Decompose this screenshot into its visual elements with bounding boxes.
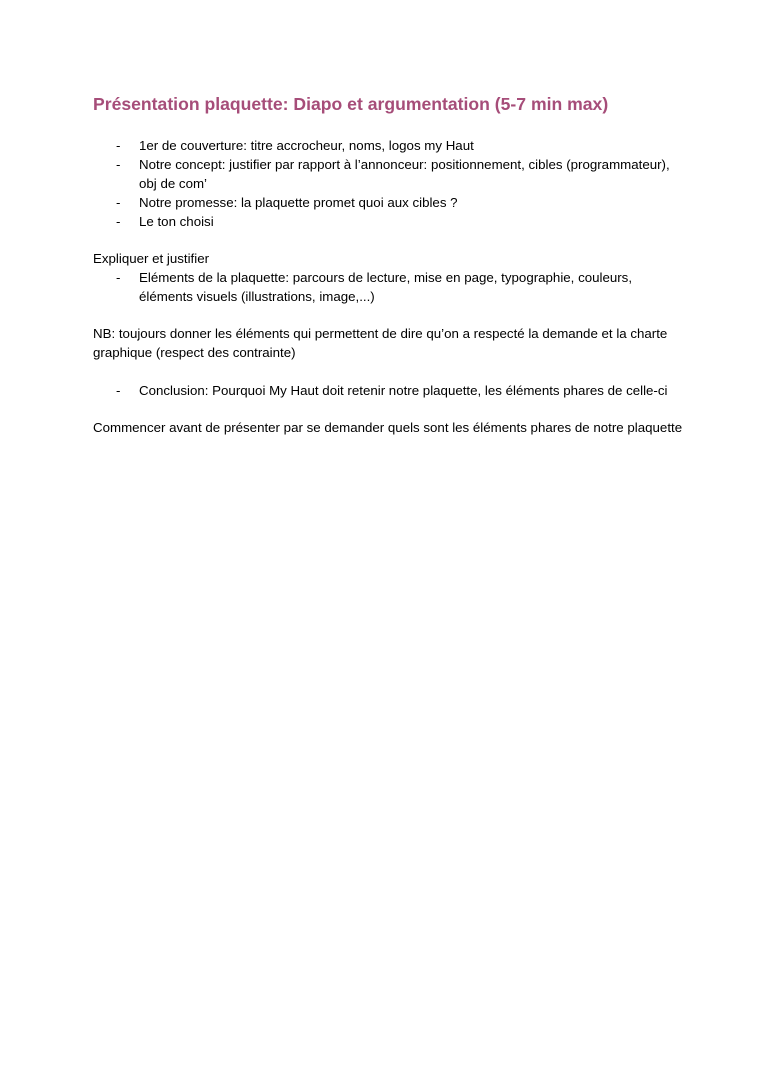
- list-item-text: Notre promesse: la plaquette promet quoi aux cibles ?: [139, 195, 458, 210]
- dash-bullet-icon: -: [116, 383, 121, 398]
- document-content: [93, 92, 683, 437]
- list-item-text: Le ton choisi: [139, 214, 214, 229]
- list-item: [93, 268, 683, 306]
- paragraph-note: NB: toujours donner les éléments qui permettent de dire qu’on a respecté la demande et la charte graphique (respect des contrainte): [93, 326, 668, 360]
- bullet-list-conclusion: [93, 381, 683, 400]
- list-item-text: Conclusion: Pourquoi My Haut doit retenir notre plaquette, les éléments phares de celle-ci: [139, 383, 668, 398]
- list-item: [93, 193, 683, 212]
- list-item-text: 1er de couverture: titre accrocheur, noms, logos my Haut: [139, 138, 474, 153]
- dash-bullet-icon: -: [116, 270, 121, 285]
- dash-bullet-icon: -: [116, 195, 121, 210]
- list-item-text: Eléments de la plaquette: parcours de lecture, mise en page, typographie, couleurs, éléments visuels (illustrations, image,...): [139, 270, 633, 304]
- dash-bullet-icon: -: [116, 214, 121, 229]
- dash-bullet-icon: -: [116, 138, 121, 153]
- list-item: [93, 212, 683, 231]
- list-item: [93, 136, 683, 155]
- dash-bullet-icon: -: [116, 157, 121, 172]
- list-item: [93, 155, 683, 193]
- paragraph-explain: Expliquer et justifier: [93, 251, 210, 266]
- list-item: [93, 381, 683, 400]
- bullet-list-elements: [93, 268, 683, 306]
- document-title: Présentation plaquette: Diapo et argumentation (5-7 min max): [93, 94, 609, 114]
- list-item-text: Notre concept: justifier par rapport à l’annonceur: positionnement, cibles (programmateur), obj de com’: [139, 157, 670, 191]
- bullet-list-presentation-points: [93, 136, 683, 231]
- paragraph-closing: Commencer avant de présenter par se demander quels sont les éléments phares de notre plaquette: [93, 420, 683, 435]
